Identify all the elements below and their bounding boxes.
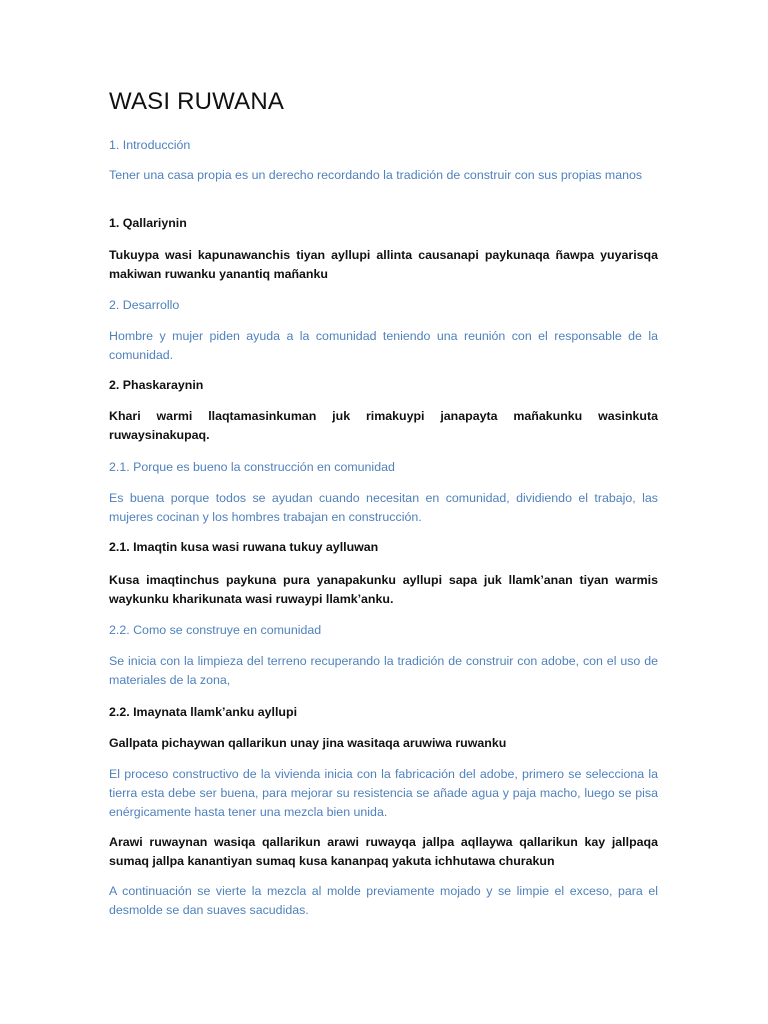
section-heading-como-se-construye: 2.2. Como se construye en comunidad (109, 623, 322, 637)
paragraph-arawi-ruwaynan: Arawi ruwaynan wasiqa qallarikun arawi ruwayqa jallpa aqllaywa qallarikun kay jallpaqa sumaq jallpa kanantiyan sumaq kusa kananpaq yakuta ichhutawa churakun (109, 835, 658, 868)
section-heading-desarrollo: 2. Desarrollo (109, 298, 180, 312)
paragraph-a-continuacion: A continuación se vierte la mezcla al molde previamente mojado y se limpie el exceso, para el desmolde se dan suaves sacudidas. (109, 884, 658, 917)
section-heading-qallariynin: 1. Qallariynin (109, 216, 187, 230)
section-heading-introduccion: 1. Introducción (109, 138, 191, 152)
paragraph-proceso-constructivo: El proceso constructivo de la vivienda inicia con la fabricación del adobe, primero se selecciona la tierra esta debe ser buena, para mejorar su resistencia se añade agua y paja macho, luego se pisa enérgicamente hasta tener una mezcla bien unida. (109, 767, 658, 819)
document-title: WASI RUWANA (109, 88, 285, 115)
section-heading-imaynata: 2.2. Imaynata llamkʼanku ayllupi (109, 705, 298, 719)
paragraph-phaskaraynin: Khari warmi llaqtamasinkuman juk rimakuypi janapayta mañakunku wasinkuta ruwaysinakupaq. (109, 409, 658, 442)
paragraph-qallariynin: Tukuypa wasi kapunawanchis tiyan ayllupi allinta causanapi paykunaqa ñawpa yuyarisqa makiwan ruwanku yanantiq mañanku (109, 248, 658, 281)
paragraph-desarrollo: Hombre y mujer piden ayuda a la comunidad teniendo una reunión con el responsable de la comunidad. (109, 329, 658, 362)
paragraph-imaqtin-kusa: Kusa imaqtinchus paykuna pura yanapakunku ayllupi sapa juk llamkʼanan tiyan warmis waykunku kharikunata wasi ruwaypi llamkʼanku. (109, 573, 658, 606)
paragraph-como-se-construye: Se inicia con la limpieza del terreno recuperando la tradición de construir con adobe, con el uso de materiales de la zona, (109, 654, 658, 687)
section-heading-imaqtin-kusa: 2.1. Imaqtin kusa wasi ruwana tukuy aylluwan (109, 540, 379, 554)
section-heading-porque-es-bueno: 2.1. Porque es bueno la construcción en comunidad (109, 460, 395, 474)
paragraph-introduccion: Tener una casa propia es un derecho recordando la tradición de construir con sus propias manos (109, 168, 643, 182)
paragraph-porque-es-bueno: Es buena porque todos se ayudan cuando necesitan en comunidad, dividiendo el trabajo, las mujeres cocinan y los hombres trabajan en construcción. (109, 491, 658, 524)
section-heading-phaskaraynin: 2. Phaskaraynin (109, 378, 204, 392)
paragraph-imaynata: Gallpata pichaywan qallarikun unay jina wasitaqa aruwiwa ruwanku (109, 736, 507, 750)
